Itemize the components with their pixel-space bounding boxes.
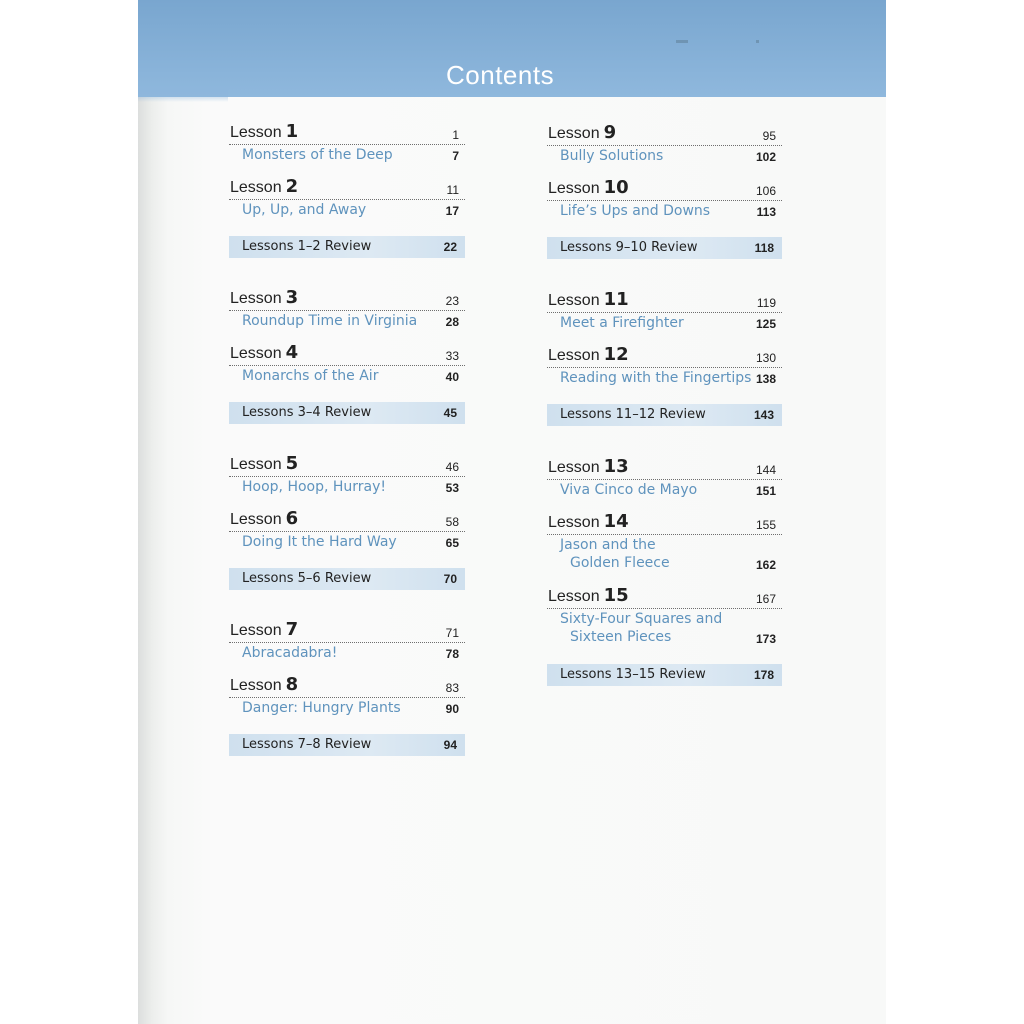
lesson-heading[interactable] — [547, 510, 782, 535]
review-page-number: 118 — [754, 241, 774, 255]
entry-spacer — [229, 166, 465, 175]
lesson-word-text: Lesson — [548, 292, 600, 309]
lesson-word-text: Lesson — [548, 125, 600, 142]
story-title — [242, 478, 386, 496]
lesson-page-number: 46 — [445, 460, 459, 474]
lesson-label — [230, 287, 298, 308]
review-page-number: 70 — [443, 572, 457, 586]
lesson-page-number: 58 — [445, 515, 459, 529]
review-page-number: 178 — [753, 668, 774, 682]
story-title-line: Reading with the Fingertips — [560, 370, 752, 386]
review-label: Lessons 11–12 Review — [560, 407, 706, 422]
lesson-group — [547, 288, 782, 426]
story-page-number: 78 — [445, 647, 459, 661]
story-title — [242, 201, 366, 219]
story-title-line: Bully Solutions — [560, 148, 664, 164]
story-title — [560, 610, 722, 646]
story-entry[interactable] — [229, 145, 465, 166]
lesson-number: 9 — [603, 122, 617, 143]
lesson-label — [548, 177, 629, 198]
review-label: Lessons 7–8 Review — [242, 737, 372, 752]
story-entry[interactable] — [547, 609, 782, 649]
lesson-word-text: Lesson — [548, 347, 600, 364]
lesson-heading[interactable] — [547, 288, 782, 313]
lesson-label — [230, 342, 298, 363]
lesson-heading[interactable] — [547, 455, 782, 480]
toc-right-column — [547, 121, 782, 686]
print-speck — [756, 40, 759, 43]
story-page-number: 17 — [445, 204, 459, 218]
story-title-line: Monsters of the Deep — [242, 147, 393, 163]
story-title — [560, 202, 710, 220]
lesson-number: 10 — [603, 177, 629, 198]
lesson-word-text: Lesson — [548, 588, 600, 605]
lesson-heading[interactable] — [229, 341, 465, 366]
entry-spacer — [547, 167, 782, 176]
story-title — [560, 314, 684, 332]
lesson-label — [230, 176, 298, 197]
review-label: Lessons 9–10 Review — [560, 240, 698, 255]
review-entry[interactable] — [229, 734, 465, 756]
story-title-line: Meet a Firefighter — [560, 315, 684, 331]
story-entry[interactable] — [229, 532, 465, 553]
story-entry[interactable] — [229, 643, 465, 664]
lesson-group — [229, 452, 465, 590]
story-title — [242, 644, 337, 662]
lesson-heading[interactable] — [229, 673, 465, 698]
group-spacer — [229, 424, 465, 452]
lesson-heading[interactable] — [229, 507, 465, 532]
lesson-number: 1 — [285, 121, 299, 142]
lesson-label — [548, 456, 629, 477]
review-entry[interactable] — [229, 236, 465, 258]
entry-spacer — [547, 334, 782, 343]
story-title — [242, 146, 393, 164]
story-title-line: Monarchs of the Air — [242, 368, 379, 384]
lesson-number: 5 — [285, 453, 299, 474]
story-page-number: 113 — [756, 205, 776, 219]
story-page-number: 65 — [445, 536, 459, 550]
story-page-number: 138 — [755, 372, 776, 386]
lesson-word-text: Lesson — [230, 677, 282, 694]
story-entry[interactable] — [547, 480, 782, 501]
lesson-word-text: Lesson — [230, 290, 282, 307]
review-label: Lessons 13–15 Review — [560, 667, 706, 682]
lesson-heading[interactable] — [547, 176, 782, 201]
story-entry[interactable] — [229, 311, 465, 332]
lesson-label — [230, 674, 298, 695]
review-label: Lessons 3–4 Review — [242, 405, 372, 420]
story-title — [242, 533, 397, 551]
lesson-word-text: Lesson — [230, 456, 282, 473]
review-entry[interactable] — [547, 664, 782, 686]
story-page-number: 40 — [445, 370, 459, 384]
story-title — [560, 481, 697, 499]
story-title-line: Danger: Hungry Plants — [242, 700, 401, 716]
header-curve — [138, 88, 228, 102]
lesson-group — [229, 618, 465, 756]
story-page-number: 90 — [445, 702, 459, 716]
lesson-label — [230, 508, 298, 529]
lesson-number: 13 — [603, 456, 629, 477]
lesson-page-number: 95 — [762, 129, 776, 143]
story-title-line: Sixty-Four Squares and — [560, 611, 723, 627]
entry-spacer — [547, 501, 782, 510]
story-entry[interactable] — [547, 146, 782, 167]
review-label: Lessons 1–2 Review — [242, 239, 372, 254]
story-entry[interactable] — [229, 200, 465, 221]
lesson-label — [230, 619, 298, 640]
review-entry[interactable] — [229, 402, 465, 424]
review-page-number: 143 — [753, 408, 774, 422]
story-entry[interactable] — [229, 366, 465, 387]
lesson-page-number: 71 — [445, 626, 459, 640]
lesson-word-text: Lesson — [230, 622, 282, 639]
lesson-page-number: 130 — [755, 351, 776, 365]
lesson-number: 3 — [285, 287, 299, 308]
lesson-number: 14 — [603, 511, 629, 532]
story-entry[interactable] — [547, 368, 782, 389]
story-title-line: Viva Cinco de Mayo — [560, 482, 698, 498]
lesson-page-number: 83 — [445, 681, 459, 695]
lesson-label — [548, 511, 629, 532]
story-title — [242, 699, 401, 717]
lesson-page-number: 33 — [445, 349, 459, 363]
review-label: Lessons 5–6 Review — [242, 571, 372, 586]
story-page-number: 102 — [755, 150, 776, 164]
review-page-number: 94 — [443, 738, 457, 752]
lesson-number: 6 — [285, 508, 299, 529]
story-title-line: Doing It the Hard Way — [242, 534, 397, 550]
lesson-label — [548, 289, 629, 310]
lesson-heading[interactable] — [229, 286, 465, 311]
lesson-word-text: Lesson — [548, 180, 600, 197]
story-page-number: 125 — [755, 317, 776, 331]
lesson-heading[interactable] — [229, 120, 465, 145]
story-title-line: Roundup Time in Virginia — [242, 313, 418, 329]
lesson-number: 7 — [285, 619, 299, 640]
story-title — [242, 312, 417, 330]
story-title — [560, 147, 663, 165]
lesson-label — [548, 122, 616, 143]
review-entry[interactable] — [547, 237, 782, 259]
lesson-page-number: 1 — [452, 128, 459, 142]
group-spacer — [229, 590, 465, 618]
story-entry[interactable] — [547, 535, 782, 575]
story-entry[interactable] — [547, 313, 782, 334]
lesson-group — [547, 455, 782, 686]
lesson-label — [548, 585, 629, 606]
lesson-number: 12 — [603, 344, 629, 365]
lesson-group — [229, 286, 465, 424]
lesson-page-number: 155 — [755, 518, 776, 532]
story-title-line: Jason and the — [560, 537, 656, 553]
toc-left-column — [229, 120, 465, 756]
lesson-number: 2 — [285, 176, 299, 197]
story-title-line: Hoop, Hoop, Hurray! — [242, 479, 387, 495]
story-title-line-2: Sixteen Pieces — [570, 629, 672, 645]
lesson-page-number: 106 — [755, 184, 776, 198]
lesson-page-number: 119 — [756, 296, 776, 310]
print-speck — [676, 40, 688, 43]
lesson-heading[interactable] — [229, 452, 465, 477]
group-spacer — [547, 426, 782, 455]
lesson-group — [229, 120, 465, 258]
lesson-heading[interactable] — [547, 343, 782, 368]
lesson-page-number: 167 — [755, 592, 776, 606]
review-entry[interactable] — [229, 568, 465, 590]
review-page-number: 22 — [443, 240, 457, 254]
story-page-number: 173 — [755, 632, 776, 646]
lesson-number: 11 — [603, 289, 629, 310]
lesson-group — [547, 121, 782, 259]
story-page-number: 162 — [755, 558, 776, 572]
lesson-label — [230, 121, 298, 142]
story-entry[interactable] — [229, 698, 465, 719]
lesson-page-number: 11 — [446, 183, 459, 197]
entry-spacer — [547, 575, 782, 584]
story-page-number: 28 — [445, 315, 459, 329]
story-title-line: Life’s Ups and Downs — [560, 203, 711, 219]
entry-spacer — [229, 332, 465, 341]
lesson-label — [548, 344, 629, 365]
story-title-line: Up, Up, and Away — [242, 202, 367, 218]
lesson-page-number: 23 — [445, 294, 459, 308]
lesson-number: 15 — [603, 585, 629, 606]
story-page-number: 151 — [755, 484, 776, 498]
lesson-word-text: Lesson — [230, 511, 282, 528]
story-title — [242, 367, 378, 385]
entry-spacer — [229, 498, 465, 507]
lesson-word-text: Lesson — [230, 124, 282, 141]
lesson-number: 8 — [285, 674, 299, 695]
story-title-line: Abracadabra! — [242, 645, 338, 661]
lesson-heading[interactable] — [547, 121, 782, 146]
story-title-line-2: Golden Fleece — [570, 555, 670, 571]
story-entry[interactable] — [547, 201, 782, 222]
lesson-label — [230, 453, 298, 474]
story-page-number: 7 — [452, 149, 459, 163]
lesson-word-text: Lesson — [230, 179, 282, 196]
lesson-word-text: Lesson — [230, 345, 282, 362]
group-spacer — [547, 259, 782, 288]
story-title — [560, 536, 670, 572]
story-page-number: 53 — [445, 481, 459, 495]
lesson-heading[interactable] — [229, 618, 465, 643]
group-spacer — [229, 258, 465, 286]
review-entry[interactable] — [547, 404, 782, 426]
story-title — [560, 369, 751, 387]
lesson-word-text: Lesson — [548, 459, 600, 476]
lesson-heading[interactable] — [547, 584, 782, 609]
lesson-word-text: Lesson — [548, 514, 600, 531]
story-entry[interactable] — [229, 477, 465, 498]
lesson-heading[interactable] — [229, 175, 465, 200]
review-page-number: 45 — [443, 406, 457, 420]
entry-spacer — [229, 664, 465, 673]
lesson-page-number: 144 — [755, 463, 776, 477]
page-title: Contents — [446, 60, 555, 90]
lesson-number: 4 — [285, 342, 299, 363]
